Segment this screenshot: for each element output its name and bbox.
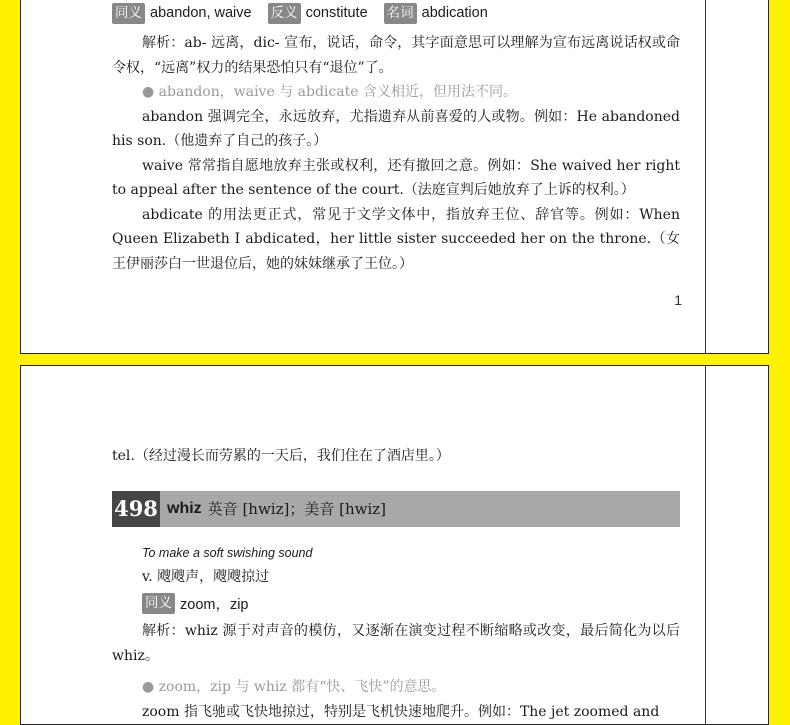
synonym-line bbox=[112, 1, 680, 25]
page-2-content bbox=[112, 444, 680, 724]
book-page-2 bbox=[20, 365, 769, 725]
usage-note: ● abandon，waive 与 abdicate 含义相近，但用法不同。 bbox=[142, 84, 517, 100]
antonym-tag: 反义 bbox=[268, 3, 301, 24]
analysis-paragraph: 解析：whiz 源于对声音的模仿，又逐渐在演变过程不断缩略或改变，最后简化为以后 whiz。 bbox=[112, 623, 680, 664]
synonym-line bbox=[112, 591, 680, 615]
entry-number: 498 bbox=[112, 491, 160, 527]
body-paragraph: abdicate 的用法更正式，常见于文学文体中，指放弃王位、辞官等。例如：When Queen Elizabeth Ⅰ abdicated，her little sister succeeded her on the throne.（女王伊丽莎白一世退位后，她的妹妹继承了王位。） bbox=[112, 206, 680, 272]
body-paragraph: waive 常常指自愿地放弃主张或权利，还有撤回之意。例如：She waived her right to appeal after the sentence of the court.（法庭宣判后她放弃了上诉的权利。） bbox=[112, 157, 680, 198]
entry-headword: whiz bbox=[167, 499, 202, 517]
page-1-content bbox=[112, 1, 680, 276]
continued-sentence: tel.（经过漫长而劳累的一天后，我们住在了酒店里。） bbox=[112, 448, 450, 464]
synonym-words: zoom，zip bbox=[180, 596, 249, 613]
analysis-paragraph: 解析：ab- 远离，dic- 宣布，说话，命令，其字面意思可以理解为宣布远离说话权或命令权，“远离”权力的结果恐怕只有“退位”了。 bbox=[112, 35, 680, 76]
book-page-1 bbox=[20, 0, 769, 354]
antonym-words: constitute bbox=[305, 5, 368, 21]
entry-pronunciation: 英音 [hwiz]；美音 [hwiz] bbox=[207, 500, 387, 518]
entry-header-bar bbox=[112, 491, 680, 527]
synonym-tag: 同义 bbox=[142, 593, 175, 614]
synonym-words: abandon, waive bbox=[150, 5, 252, 21]
body-paragraph: zoom 指飞驰或飞快地掠过，特别是飞机快速地爬升。例如：The jet zoomed and bbox=[142, 703, 660, 720]
page-margin-line bbox=[705, 366, 706, 724]
body-paragraph: abandon 强调完全，永远放弃，尤指遗弃从前喜爱的人或物。例如：He abandoned his son.（他遗弃了自己的孩子。） bbox=[112, 108, 680, 149]
noun-tag: 名词 bbox=[384, 3, 417, 24]
chinese-definition: v. 飕飕声，飕飕掠过 bbox=[142, 568, 270, 585]
page-number: 1 bbox=[674, 292, 682, 308]
english-definition: To make a soft swishing sound bbox=[142, 545, 313, 560]
page-margin-line bbox=[705, 0, 706, 353]
synonym-tag: 同义 bbox=[112, 3, 145, 24]
usage-note: ● zoom，zip 与 whiz 都有“快、飞快”的意思。 bbox=[142, 679, 446, 695]
noun-word: abdication bbox=[421, 5, 488, 21]
